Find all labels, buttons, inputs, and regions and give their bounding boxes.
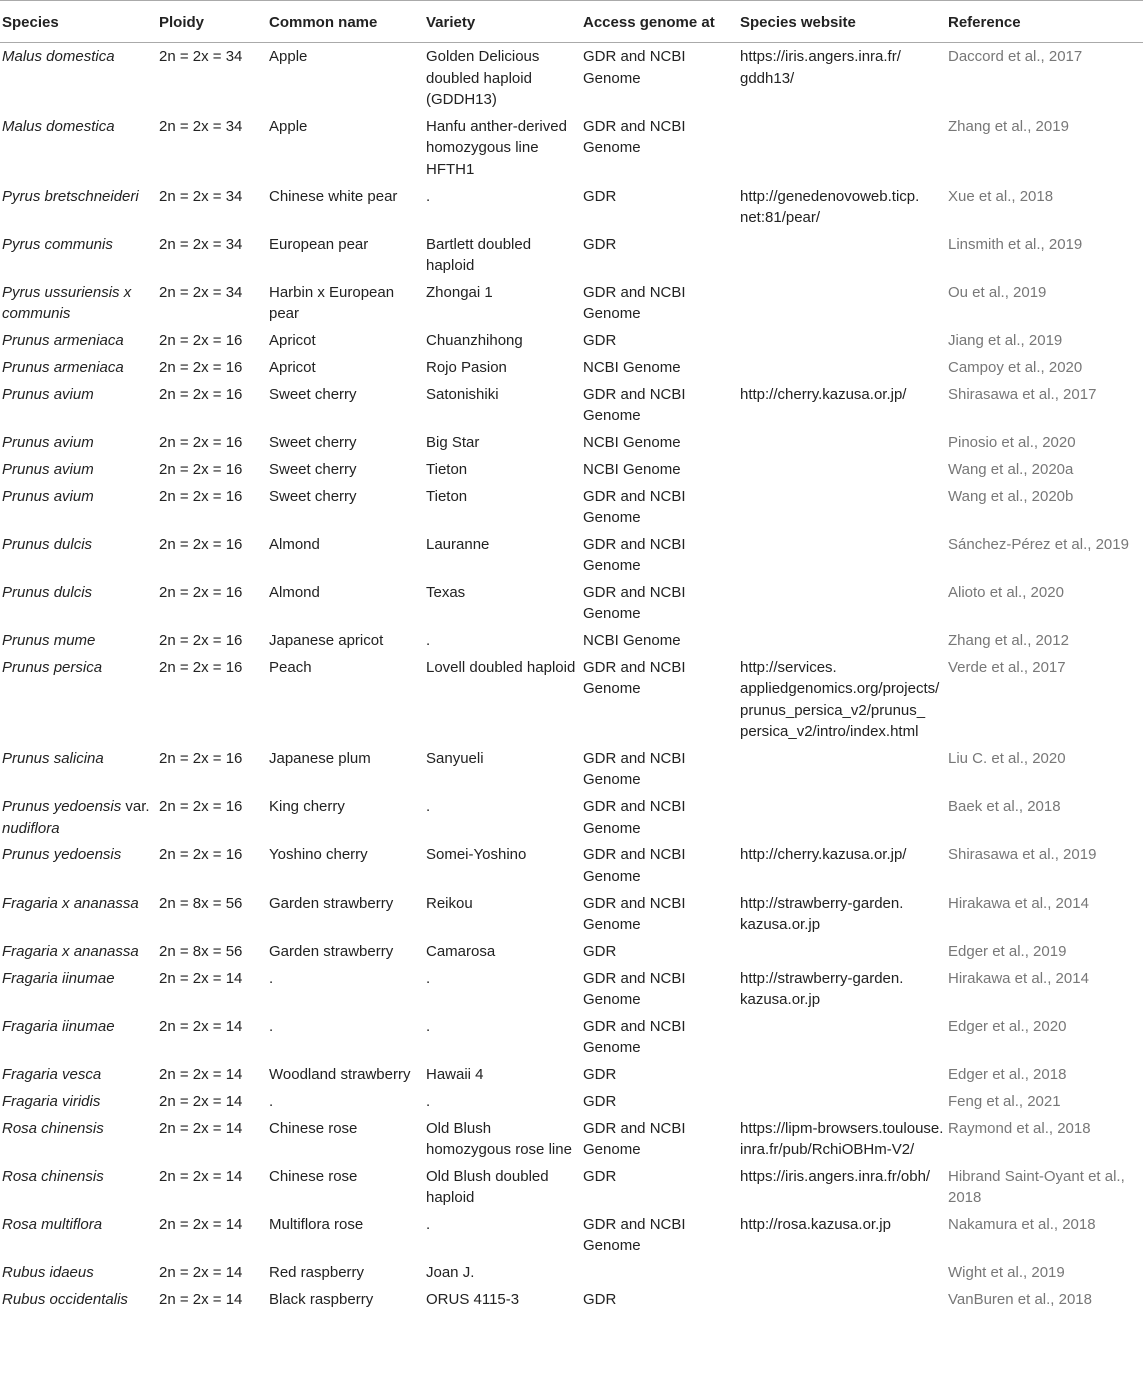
cell-common-name: Almond [269, 584, 320, 602]
cell-website [738, 793, 946, 841]
cell-ploidy: 2n = 2x = 16 [159, 798, 243, 816]
cell-ploidy: 2n = 2x = 34 [159, 118, 243, 136]
cell-website [738, 483, 946, 531]
cell-website [738, 745, 946, 793]
cell-ploidy: 2n = 2x = 16 [159, 460, 243, 478]
cell-variety: Satonishiki [426, 385, 499, 403]
cell-website [738, 1061, 946, 1088]
cell-access: GDR and NCBI Genome [583, 584, 686, 623]
cell-reference[interactable]: Alioto et al., 2020 [948, 584, 1064, 602]
cell-access: GDR and NCBI Genome [583, 284, 686, 323]
table-row [0, 279, 1143, 327]
cell-ploidy: 2n = 2x = 16 [159, 385, 243, 403]
cell-variety: Big Star [426, 434, 480, 452]
cell-common-name: Japanese apricot [269, 632, 384, 650]
species-name: Prunus mume [2, 632, 96, 650]
table-row [0, 1115, 1143, 1163]
cell-variety: Old Blush homozygous rose line [426, 1119, 572, 1159]
header-ploidy: Ploidy [157, 1, 267, 43]
species-name: Malus domestica [2, 118, 115, 136]
cell-species [0, 531, 157, 579]
cell-access [581, 1259, 738, 1286]
cell-access: GDR and NCBI Genome [583, 750, 686, 789]
table-row [0, 1286, 1143, 1313]
cell-website[interactable]: http:/​/​cherry.​kazusa.​or.​jp/​ [740, 385, 907, 403]
cell-website[interactable]: http:/​/​rosa.​kazusa.​or.​jp [740, 1216, 891, 1234]
cell-common-name: King cherry [269, 798, 345, 816]
table-row [0, 890, 1143, 938]
cell-ploidy: 2n = 2x = 16 [159, 332, 243, 350]
cell-common-name: Sweet cherry [269, 385, 357, 403]
cell-common-name: Sweet cherry [269, 434, 357, 452]
species-name: Prunus yedoensis [2, 798, 122, 816]
cell-common-name: Apple [269, 48, 308, 66]
cell-reference[interactable]: Zhang et al., 2019 [948, 118, 1069, 136]
cell-access: NCBI Genome [583, 632, 681, 650]
table-row [0, 381, 1143, 429]
species-name: Malus domestica [2, 48, 115, 66]
cell-ploidy: 2n = 2x = 34 [159, 284, 243, 302]
cell-reference[interactable]: Verde et al., 2017 [948, 659, 1066, 677]
species-name: Prunus armeniaca [2, 359, 124, 377]
cell-common-name: . [269, 969, 274, 987]
cell-website[interactable]: https:/​/​lipm-​browsers.​toulouse.​inra.​fr/​pub/​RchiOBHm-​V2/​ [740, 1119, 944, 1159]
cell-species [0, 1163, 157, 1211]
cell-reference[interactable]: Shirasawa et al., 2019 [948, 846, 1097, 864]
table-row [0, 1088, 1143, 1115]
cell-website [738, 231, 946, 279]
cell-ploidy: 2n = 2x = 14 [159, 1119, 243, 1137]
cell-species [0, 890, 157, 938]
cell-access: GDR [583, 1092, 617, 1110]
cell-species [0, 965, 157, 1013]
species-variety-name: nudiflora [2, 819, 60, 837]
cell-species [0, 113, 157, 183]
cell-reference[interactable]: Ou et al., 2019 [948, 284, 1047, 302]
cell-access: GDR and NCBI Genome [583, 894, 686, 934]
cell-website [738, 579, 946, 627]
cell-common-name: European pear [269, 235, 369, 253]
table-row [0, 1013, 1143, 1061]
table-row [0, 183, 1143, 231]
species-name: Fragaria iinumae [2, 1017, 115, 1035]
species-name: Fragaria x ananassa [2, 894, 139, 912]
cell-common-name: Apricot [269, 332, 316, 350]
cell-ploidy: 2n = 2x = 16 [159, 359, 243, 377]
cell-ploidy: 2n = 2x = 16 [159, 750, 243, 768]
cell-variety: . [426, 1092, 431, 1110]
table-row [0, 627, 1143, 654]
table-row [0, 579, 1143, 627]
cell-access: GDR and NCBI Genome [583, 487, 686, 527]
table-row [0, 745, 1143, 793]
cell-species [0, 456, 157, 483]
cell-ploidy: 2n = 8x = 56 [159, 894, 243, 912]
species-name: Fragaria viridis [2, 1092, 101, 1110]
header-row [0, 1, 1143, 43]
table-row [0, 231, 1143, 279]
cell-species [0, 483, 157, 531]
cell-access: GDR and NCBI Genome [583, 1017, 686, 1057]
cell-common-name: Red raspberry [269, 1264, 365, 1282]
cell-species [0, 938, 157, 965]
cell-reference[interactable]: Nakamura et al., 2018 [948, 1216, 1096, 1234]
cell-common-name: . [269, 1092, 274, 1110]
cell-common-name: Woodland strawberry [269, 1066, 411, 1084]
cell-website [738, 327, 946, 354]
species-name: Prunus armeniaca [2, 332, 124, 350]
cell-reference[interactable]: Sánchez-Pérez et al., 2019 [948, 535, 1129, 553]
cell-common-name: Multiflora rose [269, 1216, 364, 1234]
species-name: Rosa multiflora [2, 1216, 103, 1234]
cell-common-name: Apple [269, 118, 308, 136]
cell-website [738, 531, 946, 579]
cell-ploidy: 2n = 2x = 14 [159, 1291, 243, 1309]
cell-ploidy: 2n = 2x = 16 [159, 659, 243, 677]
cell-reference[interactable]: Pinosio et al., 2020 [948, 434, 1076, 452]
cell-common-name: Peach [269, 659, 312, 677]
species-name: Prunus persica [2, 659, 103, 677]
header-website: Species website [738, 1, 946, 43]
cell-species [0, 354, 157, 381]
cell-access: GDR and NCBI Genome [583, 535, 686, 575]
cell-access: GDR and NCBI Genome [583, 48, 686, 87]
cell-website [738, 627, 946, 654]
cell-reference[interactable]: Edger et al., 2020 [948, 1017, 1067, 1035]
table-row [0, 327, 1143, 354]
cell-species [0, 654, 157, 745]
species-name: Rubus idaeus [2, 1264, 94, 1282]
table-row [0, 43, 1143, 113]
cell-species [0, 381, 157, 429]
cell-ploidy: 2n = 2x = 16 [159, 846, 243, 864]
table-row [0, 654, 1143, 745]
cell-species [0, 1286, 157, 1313]
cell-species [0, 429, 157, 456]
cell-common-name: . [269, 1017, 274, 1035]
cell-variety: Old Blush doubled haploid [426, 1167, 549, 1207]
cell-reference[interactable]: Daccord et al., 2017 [948, 48, 1083, 66]
species-name: Prunus yedoensis [2, 846, 122, 864]
cell-common-name: Sweet cherry [269, 487, 357, 505]
cell-access: NCBI Genome [583, 434, 681, 452]
cell-common-name: Apricot [269, 359, 316, 377]
cell-reference[interactable]: Jiang et al., 2019 [948, 332, 1063, 350]
table-row [0, 113, 1143, 183]
cell-variety: Somei-Yoshino [426, 846, 527, 864]
cell-ploidy: 2n = 2x = 16 [159, 584, 243, 602]
species-name: Prunus dulcis [2, 535, 93, 553]
species-name: Fragaria iinumae [2, 969, 115, 987]
table-row [0, 531, 1143, 579]
cell-common-name: Black raspberry [269, 1291, 374, 1309]
cell-reference[interactable]: Hirakawa et al., 2014 [948, 969, 1089, 987]
cell-common-name: Chinese rose [269, 1119, 358, 1137]
cell-variety: Joan J. [426, 1264, 475, 1282]
cell-variety: Tieton [426, 487, 468, 505]
table-row [0, 483, 1143, 531]
cell-website [738, 113, 946, 183]
cell-reference[interactable]: Feng et al., 2021 [948, 1092, 1061, 1110]
species-suffix: var. [121, 798, 150, 816]
cell-variety: Lovell doubled haploid [426, 659, 576, 677]
cell-reference[interactable]: Wight et al., 2019 [948, 1264, 1065, 1282]
cell-website [738, 1286, 946, 1313]
cell-variety: Camarosa [426, 942, 496, 960]
cell-species [0, 231, 157, 279]
header-common-name: Common name [267, 1, 424, 43]
table-row [0, 1061, 1143, 1088]
species-name: Prunus avium [2, 434, 94, 452]
cell-ploidy: 2n = 2x = 14 [159, 1017, 243, 1035]
cell-variety: Lauranne [426, 535, 490, 553]
cell-reference[interactable]: Edger et al., 2019 [948, 942, 1067, 960]
cell-access: GDR and NCBI Genome [583, 118, 686, 157]
cell-species [0, 1259, 157, 1286]
cell-variety: ORUS 4115-3 [426, 1291, 520, 1309]
table-row [0, 938, 1143, 965]
cell-species [0, 745, 157, 793]
species-name: Fragaria x ananassa [2, 942, 139, 960]
cell-variety: Golden Delicious doubled haploid (GDDH13) [426, 48, 540, 109]
cell-access: GDR and NCBI Genome [583, 846, 686, 885]
cell-website [738, 1259, 946, 1286]
cell-common-name: Garden strawberry [269, 894, 394, 912]
cell-species [0, 183, 157, 231]
cell-species [0, 841, 157, 889]
cell-variety: . [426, 632, 431, 650]
cell-variety: Hanfu anther-derived homozygous line HFTH1 [426, 118, 567, 178]
cell-variety: . [426, 1017, 431, 1035]
cell-website [738, 1013, 946, 1061]
cell-access: NCBI Genome [583, 359, 681, 377]
cell-variety: . [426, 187, 431, 205]
cell-reference[interactable]: Wang et al., 2020a [948, 460, 1074, 478]
cell-access: GDR [583, 1066, 617, 1084]
cell-access: GDR and NCBI Genome [583, 659, 686, 698]
cell-reference[interactable]: Liu C. et al., 2020 [948, 750, 1066, 768]
cell-website[interactable]: http:/​/​cherry.​kazusa.​or.​jp/​ [740, 846, 907, 864]
cell-website [738, 1088, 946, 1115]
species-name: Fragaria vesca [2, 1066, 102, 1084]
species-name: Pyrus ussuriensis x communis [2, 284, 132, 323]
cell-reference[interactable]: Xue et al., 2018 [948, 187, 1054, 205]
cell-reference[interactable]: Zhang et al., 2012 [948, 632, 1069, 650]
cell-species [0, 627, 157, 654]
cell-reference[interactable]: Edger et al., 2018 [948, 1066, 1067, 1084]
species-name: Prunus salicina [2, 750, 104, 768]
species-name: Rosa chinensis [2, 1167, 104, 1185]
cell-website[interactable]: http:/​/​genedenovoweb.​ticp.​net:81/​pear/​ [740, 187, 920, 227]
cell-reference[interactable]: Hibrand Saint-Oyant et al., 2018 [948, 1167, 1125, 1207]
cell-access: GDR and NCBI Genome [583, 1119, 686, 1159]
cell-species [0, 1115, 157, 1163]
cell-variety: Texas [426, 584, 466, 602]
cell-ploidy: 2n = 2x = 16 [159, 487, 243, 505]
species-name: Pyrus bretschneideri [2, 187, 139, 205]
cell-website [738, 429, 946, 456]
cell-variety: . [426, 1216, 431, 1234]
cell-reference[interactable]: Campoy et al., 2020 [948, 359, 1083, 377]
table-row [0, 429, 1143, 456]
cell-access: GDR and NCBI Genome [583, 385, 686, 425]
cell-reference[interactable]: Baek et al., 2018 [948, 798, 1061, 816]
cell-access: GDR and NCBI Genome [583, 969, 686, 1009]
cell-common-name: Chinese rose [269, 1167, 358, 1185]
cell-species [0, 579, 157, 627]
cell-access: GDR [583, 1291, 617, 1309]
species-name: Pyrus communis [2, 235, 113, 253]
cell-website [738, 279, 946, 327]
header-access: Access genome at [581, 1, 738, 43]
cell-ploidy: 2n = 2x = 14 [159, 969, 243, 987]
cell-access: GDR and NCBI Genome [583, 1216, 686, 1255]
cell-access: GDR and NCBI Genome [583, 798, 686, 837]
table-row [0, 1163, 1143, 1211]
cell-access: GDR [583, 235, 617, 253]
table-row [0, 793, 1143, 841]
cell-common-name: Sweet cherry [269, 460, 357, 478]
cell-website[interactable]: http:/​/​strawberry-​garden.​kazusa.​or.​jp [740, 969, 904, 1009]
table-row [0, 456, 1143, 483]
cell-access: GDR [583, 942, 617, 960]
cell-species [0, 279, 157, 327]
cell-variety: . [426, 969, 431, 987]
cell-variety: Rojo Pasion [426, 359, 507, 377]
species-name: Rubus occidentalis [2, 1291, 128, 1309]
cell-species [0, 1211, 157, 1259]
cell-variety: Tieton [426, 460, 468, 478]
cell-species [0, 43, 157, 113]
cell-variety: Zhongai 1 [426, 284, 493, 302]
cell-reference[interactable]: Wang et al., 2020b [948, 487, 1074, 505]
cell-species [0, 1013, 157, 1061]
cell-species [0, 327, 157, 354]
cell-access: GDR [583, 332, 617, 350]
table-row [0, 841, 1143, 889]
cell-reference[interactable]: VanBuren et al., 2018 [948, 1291, 1092, 1309]
species-name: Prunus avium [2, 460, 94, 478]
cell-website [738, 456, 946, 483]
cell-variety: Bartlett doubled haploid [426, 235, 532, 275]
cell-access: NCBI Genome [583, 460, 681, 478]
cell-reference[interactable]: Hirakawa et al., 2014 [948, 894, 1089, 912]
species-name: Prunus avium [2, 385, 94, 403]
cell-ploidy: 2n = 8x = 56 [159, 942, 243, 960]
cell-variety: Hawaii 4 [426, 1066, 484, 1084]
cell-variety: . [426, 798, 431, 816]
species-name: Prunus avium [2, 487, 94, 505]
cell-common-name: Chinese white pear [269, 187, 398, 205]
table-row [0, 965, 1143, 1013]
cell-ploidy: 2n = 2x = 14 [159, 1066, 243, 1084]
cell-ploidy: 2n = 2x = 16 [159, 632, 243, 650]
cell-variety: Sanyueli [426, 750, 484, 768]
table-row [0, 1211, 1143, 1259]
table-body [0, 43, 1143, 1313]
cell-website[interactable]: http:/​/​strawberry-​garden.​kazusa.​or.​jp [740, 894, 904, 934]
cell-variety: Chuanzhihong [426, 332, 523, 350]
header-species: Species [0, 1, 157, 43]
cell-ploidy: 2n = 2x = 16 [159, 434, 243, 452]
cell-common-name: Almond [269, 535, 320, 553]
cell-website[interactable]: https:/​/​iris.​angers.​inra.​fr/​obh/​ [740, 1167, 931, 1185]
table-row [0, 1259, 1143, 1286]
cell-common-name: Japanese plum [269, 750, 371, 768]
cell-ploidy: 2n = 2x = 14 [159, 1216, 243, 1234]
cell-ploidy: 2n = 2x = 14 [159, 1264, 243, 1282]
cell-species [0, 1061, 157, 1088]
cell-common-name: Yoshino cherry [269, 846, 368, 864]
cell-reference[interactable]: Linsmith et al., 2019 [948, 235, 1083, 253]
cell-website [738, 354, 946, 381]
species-name: Rosa chinensis [2, 1119, 104, 1137]
cell-website[interactable]: http:/​/​services.​appliedgenomics.​org/​projects/​prunus_​persica_​v2/​prunus_​persica_​v2/​intro/​index.​html [740, 659, 940, 741]
cell-species [0, 1088, 157, 1115]
cell-ploidy: 2n = 2x = 34 [159, 187, 243, 205]
header-variety: Variety [424, 1, 581, 43]
cell-common-name: Garden strawberry [269, 942, 394, 960]
cell-ploidy: 2n = 2x = 14 [159, 1092, 243, 1110]
species-name: Prunus dulcis [2, 584, 93, 602]
cell-variety: Reikou [426, 894, 473, 912]
table-header [0, 1, 1143, 43]
table-row [0, 354, 1143, 381]
cell-access: GDR [583, 187, 617, 205]
cell-ploidy: 2n = 2x = 34 [159, 235, 243, 253]
cell-reference[interactable]: Raymond et al., 2018 [948, 1119, 1091, 1137]
cell-reference[interactable]: Shirasawa et al., 2017 [948, 385, 1097, 403]
cell-ploidy: 2n = 2x = 34 [159, 48, 243, 66]
cell-species [0, 793, 157, 841]
header-reference: Reference [946, 1, 1143, 43]
cell-ploidy: 2n = 2x = 14 [159, 1167, 243, 1185]
cell-access: GDR [583, 1167, 617, 1185]
cell-website [738, 938, 946, 965]
cell-website[interactable]: https:/​/​iris.​angers.​inra.​fr/​gddh13/​ [740, 48, 901, 87]
cell-common-name: Harbin x European pear [269, 284, 395, 323]
cell-ploidy: 2n = 2x = 16 [159, 535, 243, 553]
